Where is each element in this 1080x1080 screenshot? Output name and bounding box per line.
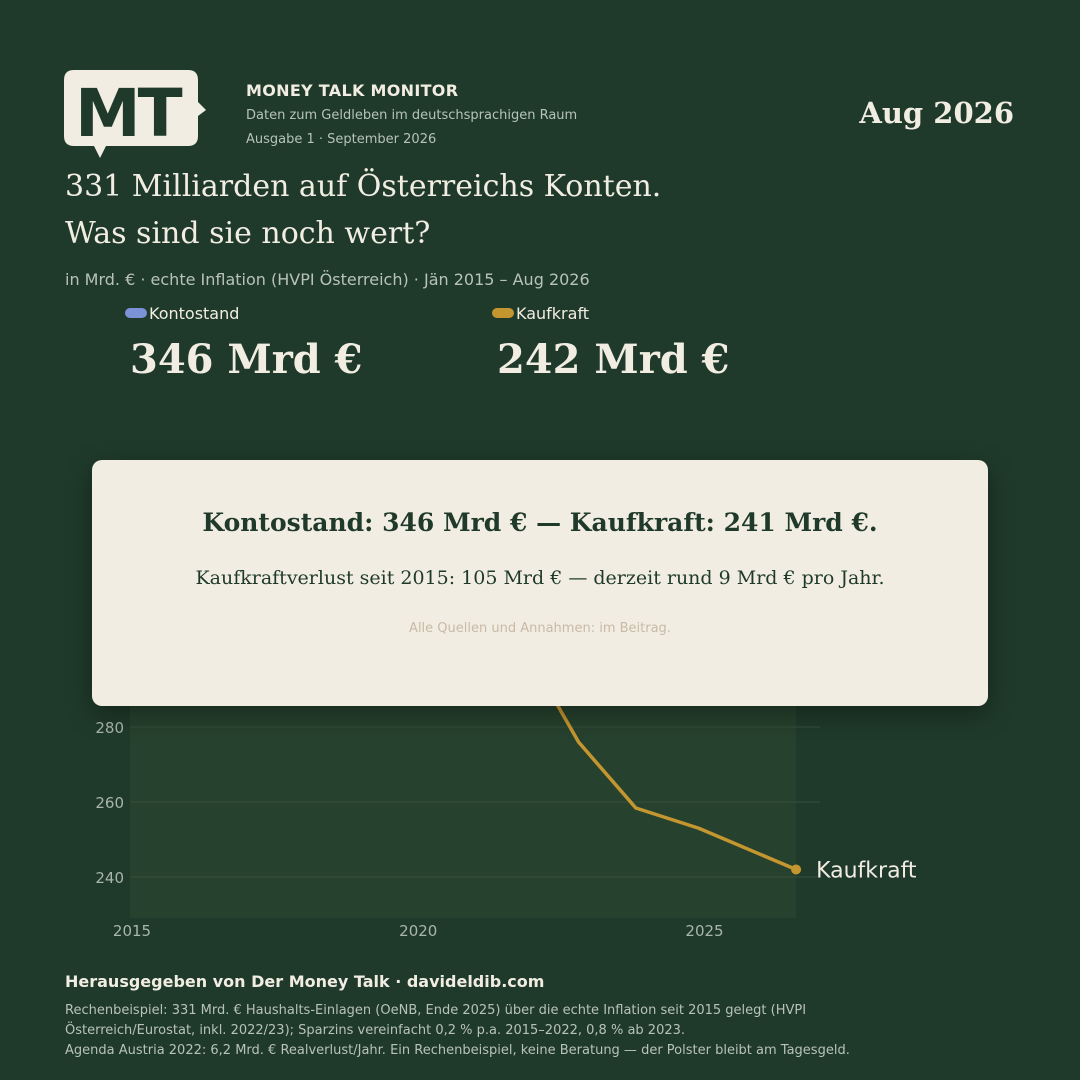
- headline-line-2: Was sind sie noch wert?: [65, 216, 431, 251]
- series-end-point: [791, 865, 801, 875]
- metric-value: 242 Mrd €: [497, 336, 730, 383]
- legend-label: Kontostand: [149, 303, 240, 323]
- metric-value: 346 Mrd €: [130, 336, 363, 383]
- card-headline: Kontostand: 346 Mrd € — Kaufkraft: 241 Mrd €.: [202, 508, 878, 537]
- footer: [65, 972, 1025, 1061]
- series-end-label: Kaufkraft: [816, 858, 917, 884]
- brand-tagline: Daten zum Geldleben im deutschsprachigen Raum: [246, 108, 578, 123]
- footer-publisher: Herausgegeben von Der Money Talk · davideldib.com: [65, 972, 545, 991]
- x-tick-label: 2015: [112, 922, 152, 940]
- x-tick-label: 2020: [399, 922, 438, 940]
- footer-notes: [65, 1001, 1025, 1061]
- summary-card: [92, 460, 988, 706]
- issue-date: Aug 2026: [859, 96, 1014, 130]
- card-note: Alle Quellen und Annahmen: im Beitrag.: [409, 621, 671, 636]
- brand-name: MONEY TALK MONITOR: [246, 81, 459, 100]
- logo-text: MT: [75, 75, 180, 152]
- issue-line: Ausgabe 1 · September 2026: [246, 132, 437, 147]
- footer-line-3: Agenda Austria 2022: 6,2 Mrd. € Realverlust/Jahr. Ein Rechenbeispiel, keine Beratung — der Polster bleibt am Tagesgeld.: [65, 1043, 850, 1058]
- footer-line-1: Rechenbeispiel: 331 Mrd. € Haushalts-Einlagen (OeNB, Ende 2025) über die echte Inflation seit 2015 gelegt (HVPI: [65, 1003, 807, 1018]
- footer-line-2: Österreich/Eurostat, inkl. 2022/23); Sparzins vereinfacht 0,2 % p.a. 2015–2022, 0,8 % ab 2023.: [65, 1023, 686, 1038]
- headline-line-1: 331 Milliarden auf Österreichs Konten.: [65, 169, 662, 204]
- chart-subtitle: in Mrd. € · echte Inflation (HVPI Österreich) · Jän 2015 – Aug 2026: [65, 270, 590, 289]
- y-tick-label: 280: [95, 719, 124, 737]
- legend-label: Kaufkraft: [516, 303, 590, 323]
- y-tick-label: 260: [95, 794, 124, 812]
- card-body: Kaufkraftverlust seit 2015: 105 Mrd € — derzeit rund 9 Mrd € pro Jahr.: [195, 567, 885, 589]
- y-tick-label: 240: [95, 869, 124, 887]
- x-tick-label: 2025: [685, 922, 724, 940]
